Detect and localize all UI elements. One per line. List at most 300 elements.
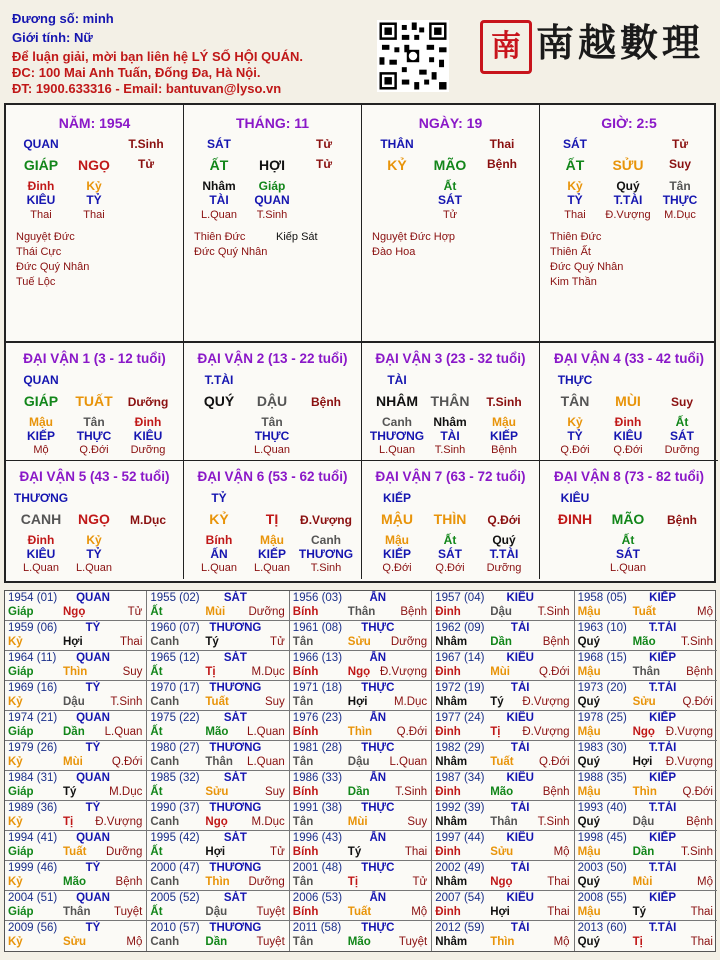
year-label: 1986 (33) <box>292 772 343 784</box>
hidden-phase: Q.Đới <box>79 444 109 456</box>
hidden-phase: T.Sinh <box>310 562 342 574</box>
hidden-ten-god: TÀI <box>209 193 229 207</box>
ten-god-stem: SÁT <box>563 137 587 151</box>
year-branch: Tuất <box>63 846 87 858</box>
dai-van-ten-god: QUAN <box>23 373 59 387</box>
dai-van-phase: Đ.Vượng <box>300 513 352 527</box>
shen-sha-star: Đào Hoa <box>372 246 416 258</box>
year-branch: Thìn <box>632 786 657 798</box>
stem-phase: Thai <box>489 137 515 151</box>
year-stem: Giáp <box>8 786 34 798</box>
year-stem: Giáp <box>8 906 34 918</box>
year-label: 1993 (40) <box>577 802 627 814</box>
year-label: 1965 (12) <box>150 652 200 664</box>
year-phase: Mộ <box>697 606 713 618</box>
year-ten-god: ẤN <box>369 652 387 664</box>
year-stem: Đinh <box>435 906 461 918</box>
dai-van-title: ĐẠI VẬN 3 (23 - 32 tuổi) <box>375 351 526 366</box>
year-stem: Kỷ <box>8 696 23 708</box>
year-cell <box>575 891 717 921</box>
year-ten-god: T.TÀI <box>648 682 677 694</box>
year-cell <box>575 831 717 861</box>
year-phase: M.Dục <box>251 816 285 828</box>
year-label: 1988 (35) <box>577 772 627 784</box>
year-branch: Tý <box>347 846 362 858</box>
hidden-stem: Ất <box>443 533 457 547</box>
year-stem: Mậu <box>577 726 601 738</box>
dai-van-branch: THÂN <box>430 393 470 409</box>
year-ten-god: TỶ <box>85 862 101 874</box>
year-label: 1976 (23) <box>292 712 343 724</box>
hidden-phase: L.Quan <box>22 562 60 574</box>
year-branch: Dậu <box>347 756 370 768</box>
year-cell <box>147 741 289 771</box>
hidden-stem: Tân <box>261 415 283 429</box>
earthly-branch: HỢI <box>259 157 285 173</box>
heavenly-stem: KỶ <box>387 157 407 173</box>
year-stem: Tân <box>292 876 314 888</box>
hidden-stem: Đinh <box>27 533 55 547</box>
hidden-ten-god: KIÊU <box>613 429 643 443</box>
year-stem: Nhâm <box>435 696 468 708</box>
year-branch: Mùi <box>347 816 368 828</box>
year-stem: Bính <box>292 786 319 798</box>
year-cell <box>290 591 432 621</box>
year-stem: Quý <box>577 636 600 648</box>
dai-van-5 <box>6 461 184 579</box>
earthly-branch: SỬU <box>612 157 644 173</box>
dai-van-ten-god: TÀI <box>387 373 407 387</box>
year-cell <box>575 681 717 711</box>
year-ten-god: THƯƠNG <box>209 862 262 874</box>
dai-van-2 <box>184 343 362 461</box>
year-stem: Giáp <box>8 666 34 678</box>
hidden-phase: Đ.Vượng <box>605 209 651 221</box>
year-cell <box>147 651 289 681</box>
year-cell <box>147 831 289 861</box>
year-stem: Bính <box>292 906 319 918</box>
hidden-stem: Kỷ <box>86 533 102 547</box>
hidden-stem: Nhâm <box>433 415 467 429</box>
year-branch: Tý <box>205 636 219 648</box>
year-stem: Tân <box>292 696 314 708</box>
shen-sha-star: Kim Thần <box>550 276 597 288</box>
year-ten-god: T.TÀI <box>648 802 677 814</box>
ten-god-stem: SÁT <box>207 137 231 151</box>
year-label: 2007 (54) <box>435 892 485 904</box>
hidden-ten-god: KIÊU <box>26 193 56 207</box>
shen-sha-star: Đức Quý Nhân <box>16 261 90 273</box>
dai-van-branch: TUẤT <box>75 393 113 409</box>
year-label: 1997 (44) <box>435 832 485 844</box>
year-phase: Bệnh <box>400 606 428 618</box>
year-phase: Tuyệt <box>114 906 143 918</box>
year-phase: Mộ <box>126 936 143 948</box>
year-label: 1977 (24) <box>435 712 485 724</box>
year-phase: Q.Đới <box>682 696 713 708</box>
hidden-phase: Thai <box>564 209 586 221</box>
year-label: 1995 (42) <box>150 832 200 844</box>
year-branch: Sửu <box>205 786 229 798</box>
ten-god-stem: QUAN <box>23 137 59 151</box>
year-branch: Dậu <box>205 906 228 918</box>
year-stem: Canh <box>150 696 180 708</box>
year-label: 1956 (03) <box>292 592 343 604</box>
hidden-ten-god: KIẾP <box>382 547 412 561</box>
year-phase: Thai <box>547 906 570 918</box>
dai-van-stem: ĐINH <box>557 511 593 527</box>
year-ten-god: KIẾP <box>649 592 677 604</box>
year-phase: L.Quan <box>389 756 428 768</box>
year-cell <box>432 621 574 651</box>
year-label: 1954 (01) <box>8 592 58 604</box>
year-ten-god: THỰC <box>361 802 395 814</box>
year-cell <box>5 831 147 861</box>
year-branch: Tý <box>632 906 647 918</box>
year-label: 1996 (43) <box>292 832 343 844</box>
year-cell <box>290 801 432 831</box>
year-label: 1978 (25) <box>577 712 627 724</box>
year-ten-god: QUAN <box>76 832 110 844</box>
year-phase: T.Sinh <box>395 786 428 798</box>
pillars-grid <box>4 103 716 343</box>
qr-code-icon[interactable] <box>377 20 449 92</box>
year-phase: L.Quan <box>247 756 285 768</box>
year-branch: Tuất <box>490 756 514 768</box>
year-ten-god: SÁT <box>223 892 247 904</box>
year-ten-god: T.TÀI <box>648 922 677 934</box>
year-cell <box>575 801 717 831</box>
year-branch: Dần <box>490 636 512 648</box>
branch-phase: Tử <box>315 157 333 171</box>
dai-van-ten-god: T.TÀI <box>204 373 234 387</box>
year-branch: Tý <box>63 786 77 798</box>
year-ten-god: TỶ <box>85 742 101 754</box>
dai-van-title: ĐẠI VẬN 6 (53 - 62 tuổi) <box>197 469 348 484</box>
year-cell <box>290 651 432 681</box>
year-branch: Thân <box>490 816 518 828</box>
pillar-title: NĂM: 1954 <box>58 115 131 131</box>
stem-phase: Tử <box>671 137 689 151</box>
dai-van-1 <box>6 343 184 461</box>
year-branch: Dậu <box>63 696 85 708</box>
year-branch: Ngọ <box>63 606 86 618</box>
year-label: 2011 (58) <box>292 922 342 934</box>
year-branch: Mùi <box>632 876 653 888</box>
year-stem: Mậu <box>577 606 601 618</box>
year-phase: Bệnh <box>686 816 713 828</box>
year-stem: Canh <box>150 936 180 948</box>
hidden-phase: Q.Đới <box>613 444 643 456</box>
year-label: 1981 (28) <box>292 742 343 754</box>
hidden-ten-god: TỶ <box>86 547 102 561</box>
year-ten-god: TỶ <box>85 682 101 694</box>
year-cell <box>5 651 147 681</box>
year-stem: Đinh <box>435 846 461 858</box>
year-label: 2002 (49) <box>435 862 485 874</box>
year-label: 2013 (60) <box>577 922 627 934</box>
year-ten-god: KIẾP <box>649 892 677 904</box>
hidden-phase: L.Quan <box>200 209 238 221</box>
year-cell <box>5 801 147 831</box>
year-cell <box>5 921 147 951</box>
hidden-phase: Q.Đới <box>382 562 412 574</box>
year-cell <box>147 591 289 621</box>
year-stem: Mậu <box>577 786 601 798</box>
year-ten-god: SÁT <box>223 712 247 724</box>
year-stem: Nhâm <box>435 936 468 948</box>
year-ten-god: T.TÀI <box>648 862 677 874</box>
year-label: 1972 (19) <box>435 682 485 694</box>
year-branch: Sửu <box>632 696 656 708</box>
year-branch: Mão <box>490 786 514 798</box>
year-label: 1991 (38) <box>292 802 343 814</box>
year-stem: Canh <box>150 756 180 768</box>
year-label: 1998 (45) <box>577 832 627 844</box>
year-stem: Ất <box>150 606 163 618</box>
hidden-stem: Mậu <box>29 415 53 429</box>
dai-van-branch: NGỌ <box>78 511 110 527</box>
year-ten-god: QUAN <box>76 892 110 904</box>
year-phase: Suy <box>407 816 428 828</box>
header <box>0 0 720 100</box>
year-ten-god: TỶ <box>85 922 101 934</box>
dai-van-title: ĐẠI VẬN 7 (63 - 72 tuổi) <box>375 469 526 484</box>
year-label: 1989 (36) <box>8 802 58 814</box>
year-label: 2010 (57) <box>150 922 200 934</box>
year-ten-god: SÁT <box>223 832 247 844</box>
year-ten-god: ẤN <box>369 772 387 784</box>
year-cell <box>575 921 717 951</box>
year-branch: Mùi <box>63 756 83 768</box>
year-ten-god: TÀI <box>510 802 530 814</box>
dai-van-phase: Bệnh <box>311 395 341 409</box>
year-cell <box>5 681 147 711</box>
year-label: 2005 (52) <box>150 892 200 904</box>
year-cell <box>432 921 574 951</box>
year-ten-god: QUAN <box>76 712 110 724</box>
year-ten-god: TÀI <box>510 922 530 934</box>
year-label: 1960 (07) <box>150 622 200 634</box>
year-branch: Tị <box>205 666 216 678</box>
year-branch: Tuất <box>205 696 229 708</box>
year-label: 1968 (15) <box>577 652 627 664</box>
year-ten-god: SÁT <box>223 652 247 664</box>
dai-van-phase: T.Sinh <box>486 395 522 409</box>
year-cell <box>432 891 574 921</box>
year-phase: Dưỡng <box>248 606 285 618</box>
dai-van-ten-god: KIẾP <box>382 491 412 505</box>
year-ten-god: TÀI <box>510 682 530 694</box>
year-cell <box>575 861 717 891</box>
year-label: 1971 (18) <box>292 682 343 694</box>
year-cell <box>575 741 717 771</box>
phone-email[interactable]: ĐT: 1900.633316 - Email: bantuvan@lyso.vn <box>12 81 282 96</box>
year-phase: Suy <box>264 786 285 798</box>
dai-van-stem: GIÁP <box>23 393 59 409</box>
hidden-stem: Tân <box>669 179 691 193</box>
hidden-stem: Mậu <box>260 533 284 547</box>
dai-van-branch: MÃO <box>611 511 645 527</box>
year-label: 1959 (06) <box>8 622 58 634</box>
year-phase: Q.Đới <box>396 726 428 738</box>
hidden-ten-god: SÁT <box>438 547 462 561</box>
dai-van-phase: Suy <box>670 395 694 409</box>
dai-van-stem: QUÝ <box>203 393 235 409</box>
year-branch: Hợi <box>63 636 83 648</box>
hidden-stem: Kỷ <box>86 179 102 193</box>
year-phase: Thai <box>690 936 713 948</box>
year-label: 1958 (05) <box>577 592 627 604</box>
year-phase: Mộ <box>411 906 428 918</box>
year-branch: Tị <box>490 726 501 738</box>
year-phase: Tử <box>270 846 285 858</box>
dai-van-ten-god: THƯƠNG <box>13 491 69 505</box>
hidden-stem: Đinh <box>134 415 162 429</box>
year-cell <box>290 711 432 741</box>
stem-phase: Tử <box>315 137 333 151</box>
year-branch: Dần <box>205 936 228 948</box>
year-branch: Hợi <box>347 696 368 708</box>
year-cell <box>290 741 432 771</box>
dai-van-phase: Dưỡng <box>127 395 169 409</box>
year-phase: Suy <box>122 666 143 678</box>
dai-van-branch: MÙI <box>615 393 641 409</box>
year-stem: Tân <box>292 936 314 948</box>
year-label: 2012 (59) <box>435 922 485 934</box>
year-label: 2008 (55) <box>577 892 627 904</box>
branch-phase: Bệnh <box>487 157 517 171</box>
year-phase: Dưỡng <box>106 846 143 858</box>
year-phase: Tử <box>270 636 285 648</box>
year-ten-god: KIÊU <box>506 712 534 724</box>
year-stem: Nhâm <box>435 816 468 828</box>
year-cell <box>147 891 289 921</box>
hidden-stem: Đinh <box>27 179 55 193</box>
hidden-stem: Kỷ <box>567 415 583 429</box>
year-phase: Đ.Vượng <box>665 726 713 738</box>
dai-van-ten-god: KIÊU <box>560 491 590 505</box>
branch-phase: Tử <box>137 157 155 171</box>
hidden-ten-god: THƯƠNG <box>369 429 425 443</box>
year-stem: Đinh <box>435 666 461 678</box>
dai-van-title: ĐẠI VẬN 5 (43 - 52 tuổi) <box>19 469 170 484</box>
brand-title: 南越數理 <box>536 20 705 65</box>
shen-sha-star: Thiên Đức <box>550 231 602 243</box>
pillar-title: THÁNG: 11 <box>235 115 310 131</box>
year-cell <box>432 831 574 861</box>
year-cell <box>432 711 574 741</box>
year-phase: L.Quan <box>247 726 285 738</box>
year-cell <box>147 621 289 651</box>
year-branch: Mão <box>63 876 86 888</box>
pillar-1 <box>6 105 184 341</box>
year-label: 1973 (20) <box>577 682 627 694</box>
hidden-ten-god: TỶ <box>86 193 102 207</box>
year-cell <box>575 651 717 681</box>
dai-van-6 <box>184 461 362 579</box>
year-phase: Thai <box>690 906 713 918</box>
shen-sha-star: Đức Quý Nhân <box>550 261 624 273</box>
year-cell <box>5 891 147 921</box>
year-stem: Quý <box>577 696 600 708</box>
year-ten-god: QUAN <box>76 652 110 664</box>
year-ten-god: KIÊU <box>506 652 534 664</box>
hidden-phase: Dưỡng <box>664 444 700 456</box>
shen-sha-star: Đức Quý Nhân <box>194 246 268 258</box>
year-branch: Ngọ <box>347 666 371 678</box>
year-stem: Kỷ <box>8 636 23 648</box>
owner-name: Đương số: minh <box>12 11 114 26</box>
earthly-branch: NGỌ <box>78 157 110 173</box>
year-branch: Thân <box>205 756 233 768</box>
hidden-stem: Canh <box>311 533 341 547</box>
hidden-phase: Dưỡng <box>130 444 166 456</box>
year-phase: L.Quan <box>104 726 143 738</box>
year-branch: Tị <box>63 816 74 828</box>
year-phase: Đ.Vượng <box>665 756 713 768</box>
year-label: 2001 (48) <box>292 862 343 874</box>
year-label: 1994 (41) <box>8 832 58 844</box>
year-branch: Thìn <box>490 936 515 948</box>
year-stem: Kỷ <box>8 876 23 888</box>
year-label: 1969 (16) <box>8 682 58 694</box>
year-branch: Sửu <box>63 936 87 948</box>
hidden-phase: Dưỡng <box>486 562 522 574</box>
pillar-title: GIỜ: 2:5 <box>601 115 657 131</box>
hidden-stem: Tân <box>83 415 105 429</box>
year-label: 1966 (13) <box>292 652 343 664</box>
hidden-stem: Nhâm <box>202 179 236 193</box>
year-ten-god: KIẾP <box>649 772 677 784</box>
dai-van-branch: TỊ <box>265 511 279 527</box>
year-branch: Hợi <box>632 756 653 768</box>
year-label: 1963 (10) <box>577 622 627 634</box>
year-stem: Mậu <box>577 666 601 678</box>
year-stem: Quý <box>577 876 600 888</box>
year-label: 1974 (21) <box>8 712 58 724</box>
year-stem: Canh <box>150 876 180 888</box>
year-branch: Tị <box>347 876 359 888</box>
year-phase: M.Dục <box>109 786 143 798</box>
year-cell <box>432 861 574 891</box>
year-branch: Thìn <box>205 876 230 888</box>
year-ten-god: THỰC <box>361 742 395 754</box>
year-label: 1961 (08) <box>292 622 343 634</box>
year-phase: Mộ <box>697 876 713 888</box>
year-phase: Tuyệt <box>398 936 428 948</box>
year-branch: Thân <box>63 906 91 918</box>
year-ten-god: THỰC <box>361 922 395 934</box>
year-cell <box>432 771 574 801</box>
year-branch: Dậu <box>632 816 655 828</box>
year-ten-god: THỰC <box>361 622 395 634</box>
year-phase: Tuyệt <box>256 936 285 948</box>
shen-sha-star: Tuế Lộc <box>16 276 56 288</box>
year-cell <box>147 711 289 741</box>
dai-van-title: ĐẠI VẬN 1 (3 - 12 tuổi) <box>23 351 166 366</box>
year-phase: Mộ <box>553 936 570 948</box>
hidden-phase: Thai <box>83 209 105 221</box>
hidden-phase: L.Quan <box>609 562 647 574</box>
year-phase: Đ.Vượng <box>95 816 143 828</box>
heavenly-stem: ẤT <box>209 157 229 173</box>
year-stem: Ất <box>150 726 163 738</box>
hidden-phase: Thai <box>30 209 52 221</box>
hidden-phase: Mộ <box>33 444 49 456</box>
earthly-branch: MÃO <box>433 157 467 173</box>
year-ten-god: THỰC <box>361 862 395 874</box>
